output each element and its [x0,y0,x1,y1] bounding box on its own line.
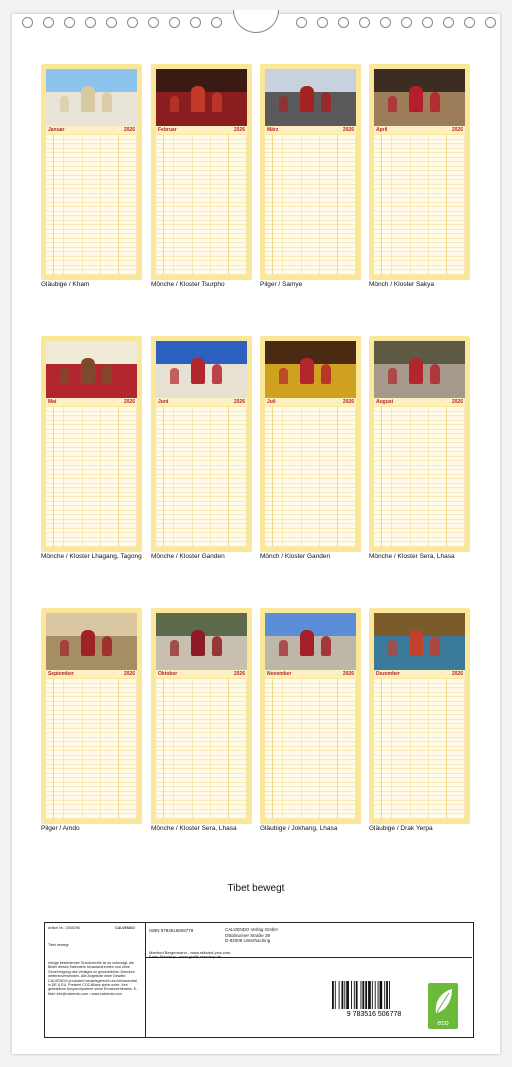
eco-label: eco [437,1020,449,1027]
photo-caption: Mönche / Kloster Sera, Lhasa [369,553,455,560]
day-grid [374,679,465,819]
month-name: Juni [158,399,169,405]
month-photo [374,341,465,398]
barcode-bar [378,981,379,1009]
month-card [41,64,142,280]
month-header [374,398,465,406]
month-panel-märz [260,64,361,288]
binding-hole [106,17,117,28]
month-header [374,670,465,678]
month-header [265,126,356,134]
month-panel-september [41,608,142,832]
day-grid [46,679,137,819]
photo-caption: Pilger / Amdo [41,825,80,832]
month-photo [156,69,247,126]
month-card [260,608,361,824]
month-name: September [48,671,74,677]
barcode-bar [372,981,373,1009]
barcode-bar [389,981,390,1009]
month-name: Oktober [158,671,178,677]
binding-hole [148,17,159,28]
month-photo [46,341,137,398]
month-card [369,64,470,280]
month-name: Januar [48,127,65,133]
month-year: 2026 [123,399,135,405]
month-name: Juli [267,399,276,405]
month-card [151,336,252,552]
photo-caption: Gläubige / Kham [41,281,90,288]
binding-hole [169,17,180,28]
photo-caption: Mönch / Kloster Ganden [260,553,331,560]
binding-hole [380,17,391,28]
day-grid [46,135,137,275]
day-grid [374,407,465,547]
article-number: Artikel Nr.: 2065298 [48,926,80,930]
month-name: November [267,671,292,677]
month-name: Mai [48,399,57,405]
day-grid [265,135,356,275]
day-grid [265,679,356,819]
barcode-bar [351,981,352,1009]
barcode-bar [356,981,358,1009]
month-header [156,398,247,406]
barcode-bar [384,981,385,1009]
credits: Manfred Bergermann - www.stiksied-pics.com Karin Standrup - www.grafik-standrup.de [149,950,231,960]
disclaimer-text: Infolge bestehender Schutzrechte ist es untersagt, die Bilder dieses Kalenders herauszutrennen und ohne Genehmigung des Verlages zu gewerblichen Zwecken weiterzuverwenden. Alle Angebote ohne Gewähr. CALVENDO produziert bedarfsgerecht und klimaneutral in DE & EU. Preisfrei CO2-Bilanz siehe unter: Ihre gesetzliche Ansprechpartner siehe Ermahnerhinweis. E-Mail: info@calvendo.com • www.calvendo.com [48,961,138,996]
day-grid [46,407,137,547]
month-header [265,398,356,406]
month-year: 2026 [123,671,135,677]
binding-hole [296,17,307,28]
month-photo [374,69,465,126]
month-photo [265,69,356,126]
month-year: 2026 [342,127,354,133]
barcode-bar [344,981,345,1009]
month-card [260,64,361,280]
month-photo [265,341,356,398]
month-name: März [267,127,279,133]
month-header [156,670,247,678]
month-year: 2026 [233,399,245,405]
binding-hole [64,17,75,28]
publisher: CALVENDO Verlag GmbH Ottobrunner Straße 39 D-82008 Unterhaching [225,927,278,943]
month-year: 2026 [233,127,245,133]
binding-holes [0,17,512,33]
binding-hole [485,17,496,28]
barcode-bar [335,981,336,1009]
month-card [41,336,142,552]
barcode-bar [354,981,355,1009]
month-header [374,126,465,134]
barcode-bar [342,981,344,1009]
month-panel-mai [41,336,142,560]
barcode-bar [380,981,383,1009]
month-card [260,336,361,552]
month-year: 2026 [233,671,245,677]
barcode-bar [361,981,362,1009]
binding-hole [359,17,370,28]
photo-caption: Mönche / Kloster Sera, Lhasa [151,825,237,832]
barcode-digits: 9 783516 506778 [346,1011,402,1017]
month-year: 2026 [123,127,135,133]
month-photo [46,613,137,670]
month-panel-februar [151,64,252,288]
photo-caption: Mönche / Kloster Lhagang, Tagong [41,553,142,560]
binding-hole [190,17,201,28]
barcode-bar [346,981,349,1009]
month-photo [156,613,247,670]
barcode-bar [339,981,340,1009]
short-title: Tibet bewegt [48,943,69,947]
day-grid [374,135,465,275]
month-name: August [376,399,394,405]
month-card [369,336,470,552]
month-panel-november [260,608,361,832]
photo-caption: Gläubige / Drak Yerpa [369,825,433,832]
day-grid [156,135,247,275]
month-header [156,126,247,134]
month-header [265,670,356,678]
barcode-bar [386,981,388,1009]
month-header [46,398,137,406]
month-panel-oktober [151,608,252,832]
photo-caption: Mönche / Kloster Ganden [151,553,225,560]
leaf-icon [428,983,458,1029]
brand-logo: CALVENDO [115,926,135,930]
month-panel-dezember [369,608,470,832]
binding-hole [22,17,33,28]
month-year: 2026 [451,127,463,133]
binding-hole [401,17,412,28]
month-card [151,64,252,280]
binding-hole [338,17,349,28]
month-card [369,608,470,824]
day-grid [156,679,247,819]
barcode-bar [368,981,371,1009]
eco-badge [428,983,458,1029]
binding-hole [443,17,454,28]
binding-hole [127,17,138,28]
photo-caption: Gläubige / Jokhang, Lhasa [260,825,338,832]
binding-hole [43,17,54,28]
month-panel-januar [41,64,142,288]
isbn: ISBN 9783516506778 [149,928,194,933]
barcode-bar [365,981,367,1009]
month-panel-april [369,64,470,288]
month-year: 2026 [451,671,463,677]
month-photo [156,341,247,398]
day-grid [156,407,247,547]
month-photo [46,69,137,126]
month-header [46,126,137,134]
month-photo [374,613,465,670]
binding-hole [317,17,328,28]
month-year: 2026 [342,399,354,405]
month-panel-juni [151,336,252,560]
barcode-bar [332,981,334,1009]
binding-hole [211,17,222,28]
calendar-title: Tibet bewegt [227,883,285,894]
binding-hole [422,17,433,28]
imprint-box [44,922,474,1038]
month-year: 2026 [451,399,463,405]
month-name: Dezember [376,671,400,677]
barcode [330,981,418,1017]
photo-caption: Pilger / Samye [260,281,303,288]
month-card [41,608,142,824]
month-panel-august [369,336,470,560]
month-panel-juli [260,336,361,560]
photo-caption: Mönch / Kloster Sakya [369,281,435,288]
month-name: April [376,127,388,133]
month-name: Februar [158,127,177,133]
day-grid [265,407,356,547]
barcode-bar [362,981,364,1009]
month-card [151,608,252,824]
binding-hole [85,17,96,28]
month-header [46,670,137,678]
month-photo [265,613,356,670]
photo-caption: Mönche / Kloster Tsurpho [151,281,225,288]
month-year: 2026 [342,671,354,677]
binding-hole [464,17,475,28]
barcode-bar [375,981,376,1009]
